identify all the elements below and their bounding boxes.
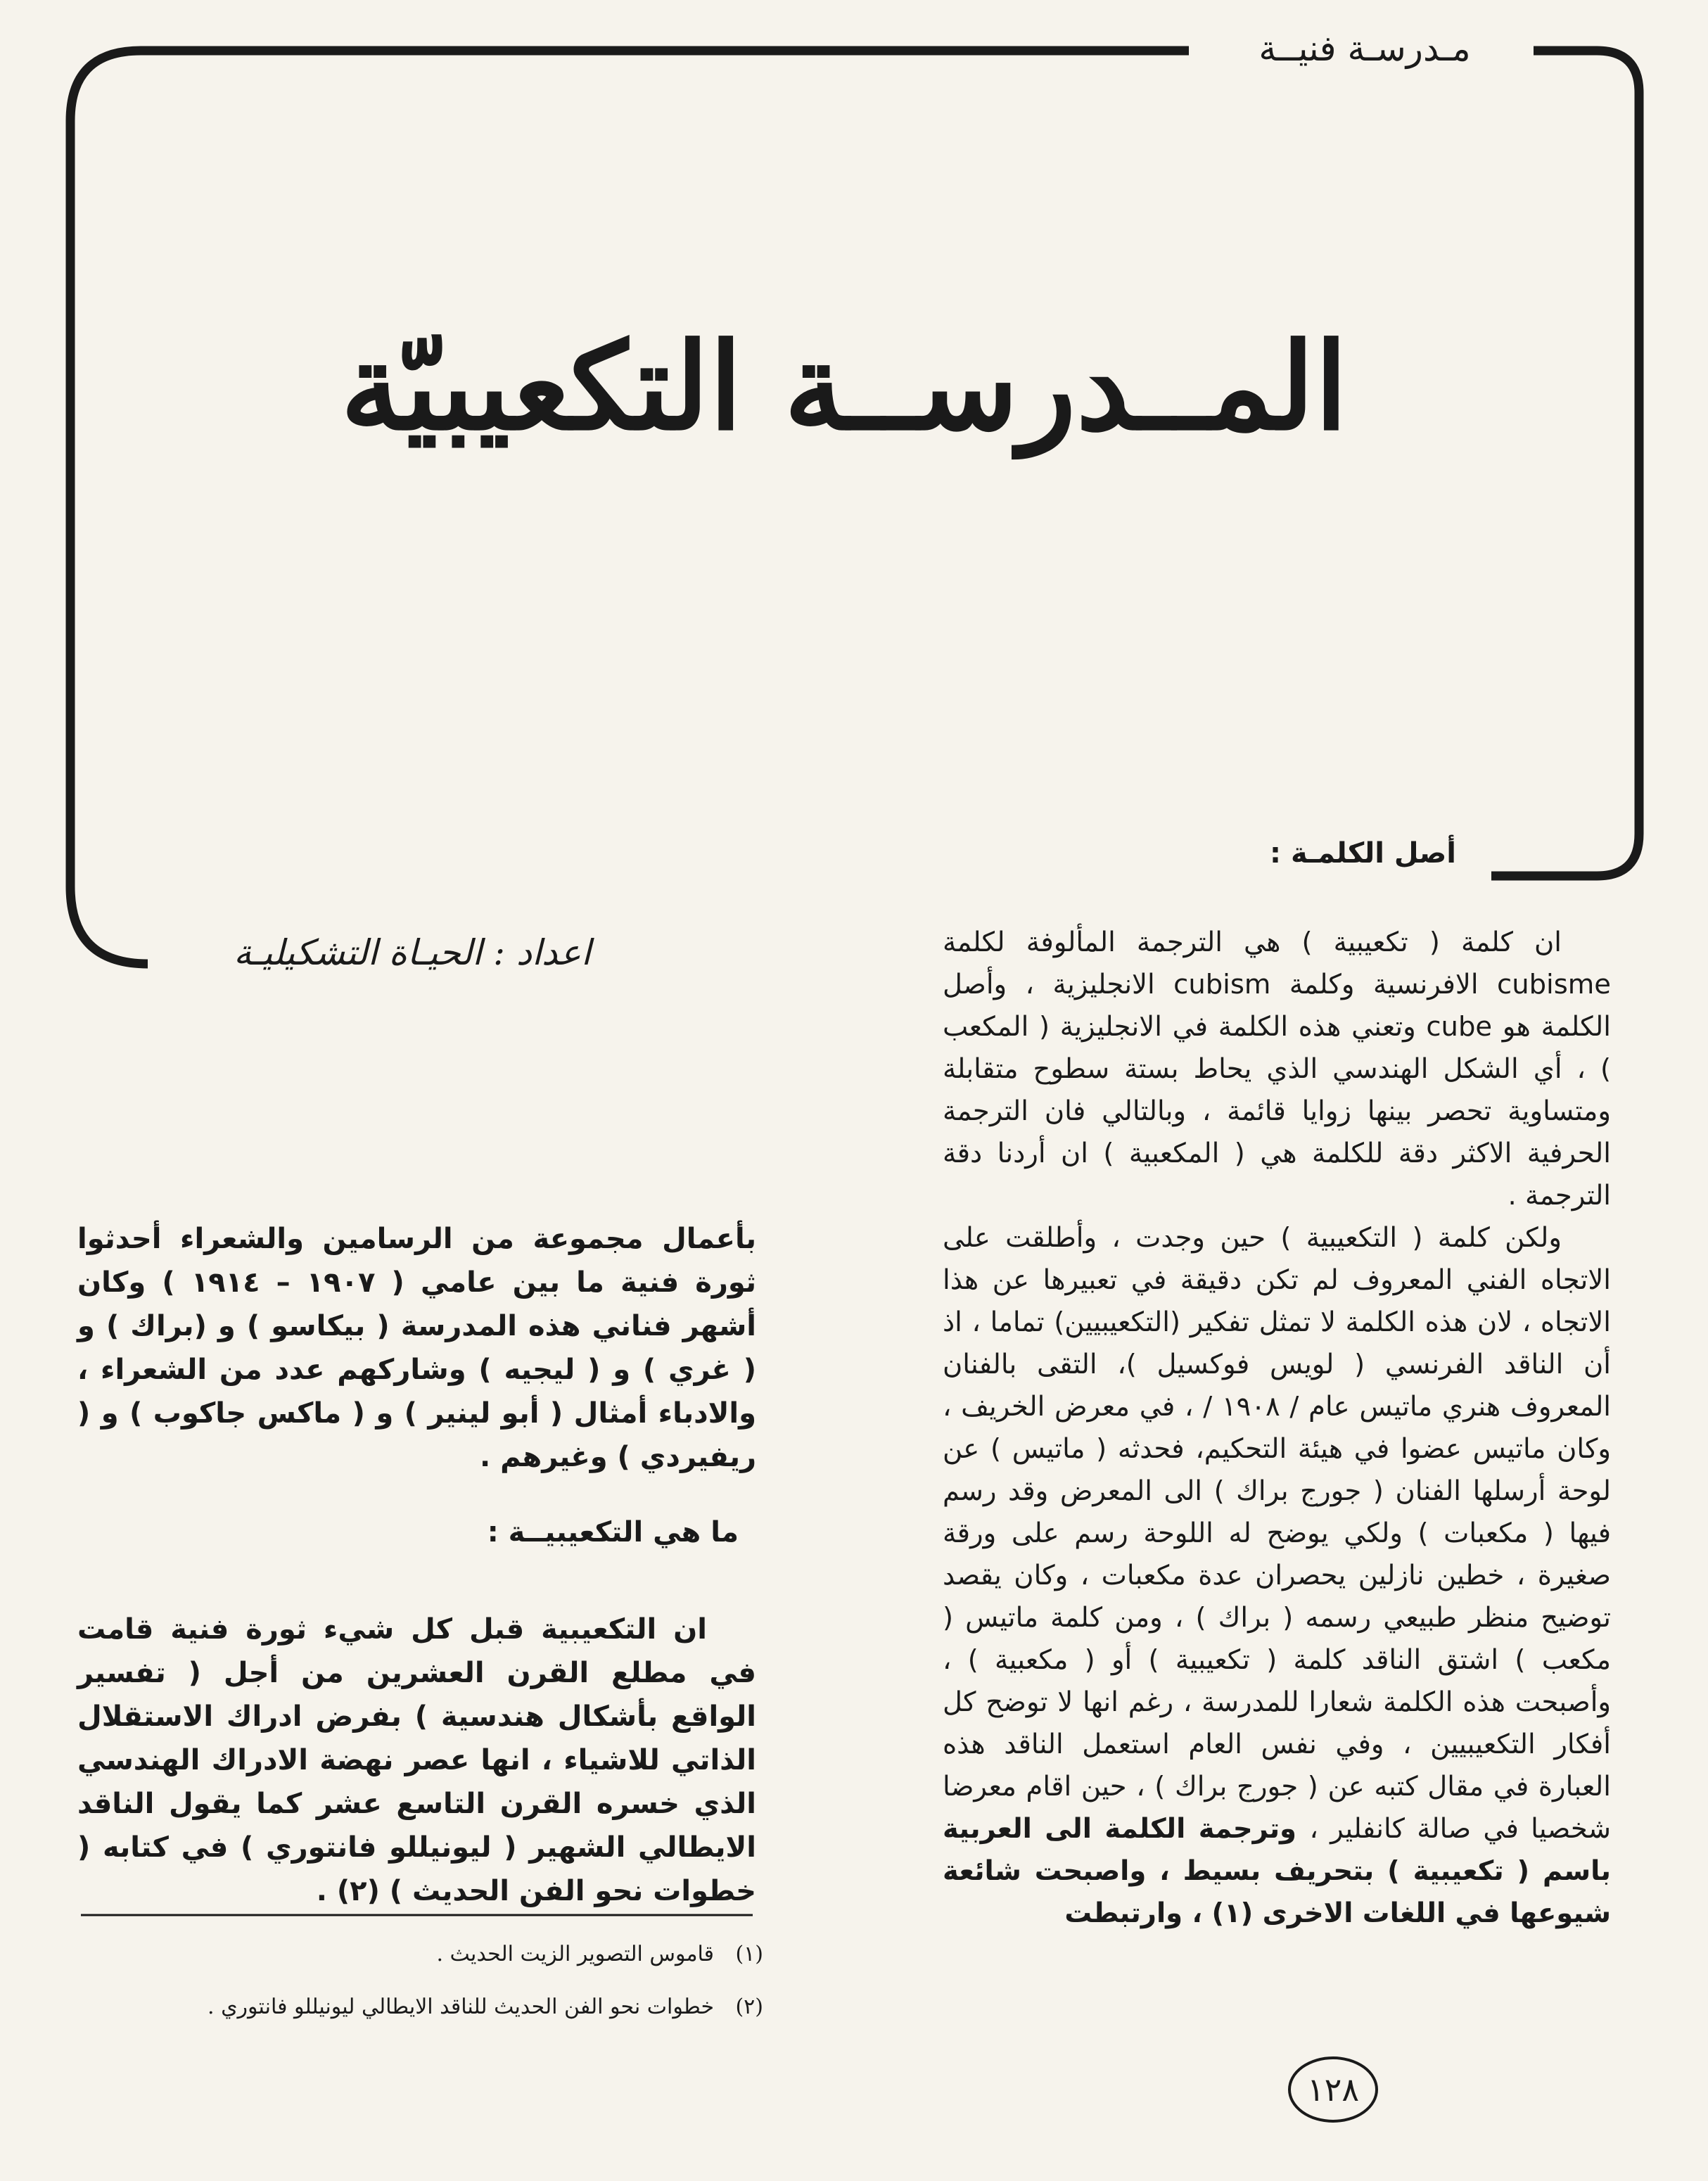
- what-paragraph: ان التكعيبية قبل كل شيء ثورة فنية قامت في مطلع القرن العشرين من أجل ( تفسير الواقع بأشكال هندسية ) بفرض ادراك الاستقلال الذاتي للاشياء ، انها عصر نهضة الادراك الهندسي الذي خسره القرن التاسع عشر كما يقول الناقد الايطالي الشهير ( ليونيللو فانتوري ) في كتابه ( خطوات نحو الفن الحديث ) (٢) .: [77, 1613, 756, 1907]
- footnote-text: خطوات نحو الفن الحديث للناقد الايطالي ليونيللو فانتوري .: [208, 1995, 714, 2019]
- origin-paragraph-2-bold: وترجمة الكلمة الى العربية باسم ( تكعيبية ) بتحريف بسيط ، واصبحت شائعة شيوعها في اللغات الاخرى (١) ، وارتبطت: [943, 1813, 1611, 1929]
- page-number: ١٢٨: [1306, 2071, 1360, 2109]
- footnotes: [77, 1942, 763, 2047]
- section-label: مـدرسـة فنيــة: [1258, 28, 1471, 69]
- footnote: [77, 1995, 763, 2019]
- origin-paragraph-1: ان كلمة ( تكعيبية ) هي الترجمة المألوفة لكلمة cubisme الافرنسية وكلمة cubism الانجليزية ، وأصل الكلمة هو cube وتعني هذه الكلمة في الانجليزية ( المكعب ) ، أي الشكل الهندسي الذي يحاط بستة سطوح متقابلة ومتساوية تحصر بينها زوايا قائمة ، وبالتالي فان الترجمة الحرفية الاكثر دقة للكلمة هي ( المكعبية ) ان أردنا دقة الترجمة .: [943, 927, 1611, 1212]
- footnote: [77, 1942, 763, 1966]
- footnote-number: (١): [735, 1942, 763, 1966]
- origin-paragraph-2: [943, 1217, 1611, 1935]
- footnote-number: (٢): [735, 1995, 763, 2019]
- origin-paragraph-2-text: ولكن كلمة ( التكعيبية ) حين وجدت ، وأطلقت على الاتجاه الفني المعروف لم تكن دقيقة في تعبيرها عن هذا الاتجاه ، لان هذه الكلمة لا تمثل تفكير (التكعيبيين) تماما ، اذ أن الناقد الفرنسي ( لويس فوكسيل )، التقى بالفنان المعروف هنري ماتيس عام / ١٩٠٨ / ، في معرض الخريف ، وكان ماتيس عضوا في هيئة التحكيم، فحدثه ( ماتيس ) عن لوحة أرسلها الفنان ( جورج براك ) الى المعرض وقد رسم فيها ( مكعبات ) ولكي يوضح له اللوحة رسم على ورقة صغيرة ، خطين نازلين يحصران عدة مكعبات ، وكان يقصد توضيح منظر طبيعي رسمه ( براك ) ، ومن كلمة ماتيس ( مكعب ) اشتق الناقد كلمة ( تكعيبية ) أو ( مكعبية ) ، وأصبحت هذه الكلمة شعارا للمدرسة ، رغم انها لا توضح كل أفكار التكعيبيين ، وفي نفس العام استعمل الناقد هذه العبارة في مقال كتبه عن ( جورج براك ) ، حين اقام معرضا شخصيا في صالة كانفلير ،: [943, 1222, 1611, 1845]
- frame-border: [1491, 51, 1639, 876]
- left-intro-paragraph: بأعمال مجموعة من الرسامين والشعراء أحدثوا ثورة فنية ما بين عامي ( ١٩٠٧ – ١٩١٤ ) وكان أشهر فناني هذه المدرسة ( بيكاسو ) و (براك ) و ( غري ) و ( ليجيه ) وشاركهم عدد من الشعراء ، والادباء أمثال ( أبو لينير ) و ( ماكس جاكوب ) و ( ريفيردي ) وغيرهم .: [77, 1223, 757, 1473]
- right-column: [943, 922, 1611, 1935]
- author-credit: اعداد : الحيـاة التشكيليـة: [234, 932, 591, 973]
- footnote-text: قاموس التصوير الزيت الحديث .: [436, 1942, 714, 1966]
- left-intro-block: [77, 1217, 756, 1479]
- what-block: [77, 1608, 756, 1913]
- frame-border-left: [70, 51, 1189, 964]
- page-title: المــدرســة التكعيبيّة: [340, 317, 1348, 457]
- what-heading: ما هي التكعيبيــة :: [487, 1516, 739, 1549]
- origin-heading: أصل الكلمـة :: [1270, 837, 1456, 870]
